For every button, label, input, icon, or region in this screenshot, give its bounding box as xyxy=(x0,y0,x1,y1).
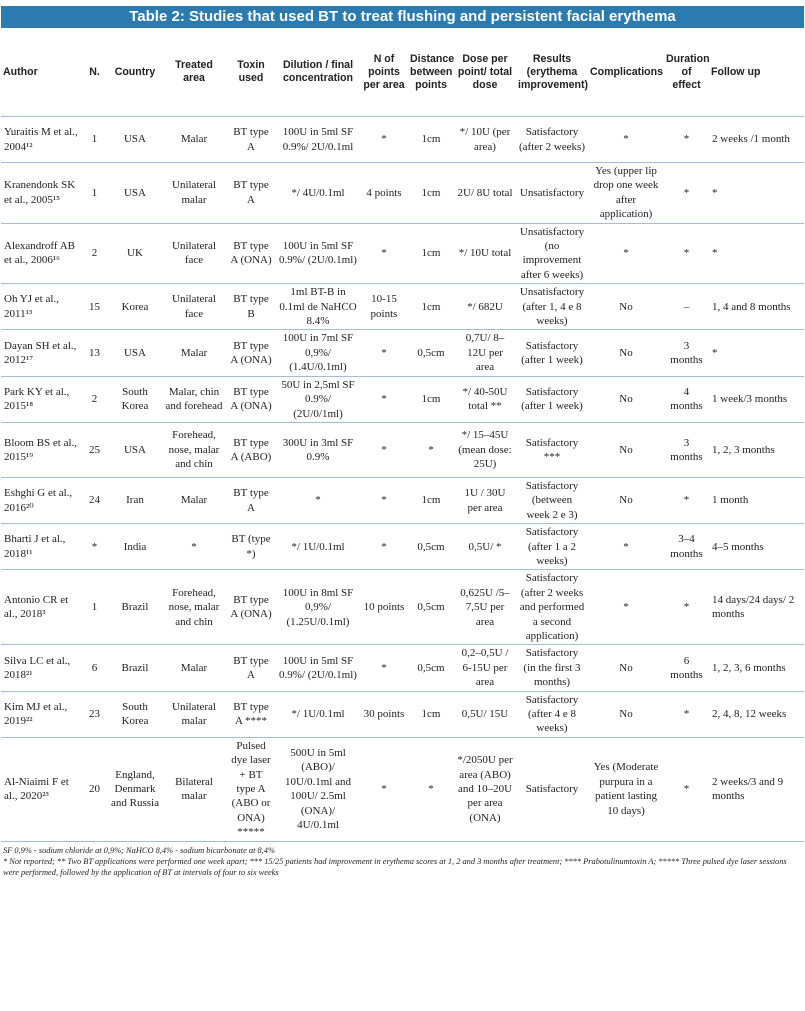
cell-dilution: 50U in 2,5ml SF 0.9%/ (2U/0/1ml) xyxy=(276,376,360,422)
cell-n: 15 xyxy=(81,284,108,330)
cell-toxin: BT type A xyxy=(226,117,276,163)
cell-duration: * xyxy=(664,737,709,841)
cell-n: 25 xyxy=(81,422,108,477)
cell-toxin: BT type A xyxy=(226,645,276,691)
cell-dose: 0,625U /5–7,5U per area xyxy=(454,570,516,645)
cell-results: Satisfactory (after 1 week) xyxy=(516,330,588,376)
table-figure xyxy=(1,6,804,1011)
cell-points: * xyxy=(360,330,408,376)
cell-dilution: 300U in 3ml SF 0.9% xyxy=(276,422,360,477)
cell-complications: Yes (Moderate purpura in a patient lasting 10 days) xyxy=(588,737,664,841)
cell-points: * xyxy=(360,376,408,422)
cell-complications: * xyxy=(588,524,664,570)
cell-results: Satisfactory (in the first 3 months) xyxy=(516,645,588,691)
col-author: Author xyxy=(1,28,81,117)
cell-duration: 3 months xyxy=(664,330,709,376)
cell-country: Iran xyxy=(108,477,162,523)
col-treated-area: Treated area xyxy=(162,28,226,117)
table-title: Table 2: Studies that used BT to treat flushing and persistent facial erythema xyxy=(1,6,804,28)
table-row xyxy=(1,223,804,284)
cell-treated-area: Malar xyxy=(162,330,226,376)
cell-treated-area: Unilateral face xyxy=(162,284,226,330)
cell-country: South Korea xyxy=(108,691,162,737)
cell-distance: 0,5cm xyxy=(408,330,454,376)
cell-dilution: 100U in 8ml SF 0,9%/ (1.25U/0.1ml) xyxy=(276,570,360,645)
cell-toxin: BT type A (ONA) xyxy=(226,330,276,376)
col-results: Results (erythema improvement) xyxy=(516,28,588,117)
footnote-symbols: * Not reported; ** Two BT applications were performed one week apart; *** 15/25 patients had improvement in erythema scores at 1, 2 and 3 months after treatment; **** Prabotulinumtoxin A; ***** Three pulsed dye laser sessions were performed, followed by the application of BT at intervals of four to six weeks xyxy=(3,856,787,877)
col-dose: Dose per point/ total dose xyxy=(454,28,516,117)
cell-toxin: BT type A (ONA) xyxy=(226,376,276,422)
cell-n: 1 xyxy=(81,570,108,645)
table-row xyxy=(1,284,804,330)
col-toxin: Toxin used xyxy=(226,28,276,117)
cell-complications: No xyxy=(588,376,664,422)
cell-points: * xyxy=(360,223,408,284)
cell-results: Satisfactory (after 2 weeks and performed a second application) xyxy=(516,570,588,645)
table-footnotes xyxy=(1,842,804,878)
cell-country: USA xyxy=(108,422,162,477)
cell-distance: 1cm xyxy=(408,691,454,737)
cell-dose: */ 40-50U total ** xyxy=(454,376,516,422)
cell-complications: No xyxy=(588,330,664,376)
cell-points: * xyxy=(360,737,408,841)
cell-toxin: BT type A (ONA) xyxy=(226,570,276,645)
cell-author: Antonio CR et al., 2018³ xyxy=(1,570,81,645)
cell-dose: */ 682U xyxy=(454,284,516,330)
cell-duration: * xyxy=(664,691,709,737)
cell-dilution: * xyxy=(276,477,360,523)
cell-n: 13 xyxy=(81,330,108,376)
cell-dose: 0,2–0,5U / 6-15U per area xyxy=(454,645,516,691)
cell-distance: 1cm xyxy=(408,117,454,163)
cell-distance: 1cm xyxy=(408,477,454,523)
cell-dose: */ 15–45U (mean dose: 25U) xyxy=(454,422,516,477)
col-follow-up: Follow up xyxy=(709,28,804,117)
cell-points: 10-15 points xyxy=(360,284,408,330)
cell-author: Alexandroff AB et al., 2006¹⁶ xyxy=(1,223,81,284)
cell-dose: 2U/ 8U total xyxy=(454,163,516,224)
cell-toxin: BT type A **** xyxy=(226,691,276,737)
cell-points: * xyxy=(360,117,408,163)
cell-distance: * xyxy=(408,422,454,477)
cell-dose: */2050U per area (ABO) and 10–20U per area (ONA) xyxy=(454,737,516,841)
col-country: Country xyxy=(108,28,162,117)
cell-author: Park KY et al., 2015¹⁸ xyxy=(1,376,81,422)
cell-dose: 1U / 30U per area xyxy=(454,477,516,523)
cell-author: Silva LC et al., 2018²¹ xyxy=(1,645,81,691)
cell-distance: 1cm xyxy=(408,376,454,422)
cell-points: 30 points xyxy=(360,691,408,737)
cell-complications: * xyxy=(588,117,664,163)
cell-complications: No xyxy=(588,477,664,523)
cell-toxin: Pulsed dye laser + BT type A (ABO or ONA) ***** xyxy=(226,737,276,841)
cell-follow-up: 2, 4, 8, 12 weeks xyxy=(709,691,804,737)
cell-toxin: BT type A (ABO) xyxy=(226,422,276,477)
cell-follow-up: * xyxy=(709,330,804,376)
cell-distance: 1cm xyxy=(408,163,454,224)
footnote-abbreviations: SF 0,9% - sodium chloride at 0,9%; NaHCO 8,4% - sodium bicarbonate at 8,4% xyxy=(3,845,275,855)
cell-duration: * xyxy=(664,477,709,523)
cell-country: Brazil xyxy=(108,645,162,691)
cell-dilution: 1ml BT-B in 0.1ml de NaHCO 8.4% xyxy=(276,284,360,330)
cell-dilution: 100U in 5ml SF 0.9%/ (2U/0.1ml) xyxy=(276,645,360,691)
cell-treated-area: Unilateral malar xyxy=(162,691,226,737)
cell-author: Oh YJ et al., 2011¹³ xyxy=(1,284,81,330)
cell-author: Eshghi G et al., 2016²⁰ xyxy=(1,477,81,523)
cell-dilution: */ 4U/0.1ml xyxy=(276,163,360,224)
cell-complications: No xyxy=(588,284,664,330)
cell-author: Al-Niaimi F et al., 2020²³ xyxy=(1,737,81,841)
table-body xyxy=(1,117,804,842)
cell-dilution: 100U in 5ml SF 0.9%/ 2U/0.1ml xyxy=(276,117,360,163)
cell-distance: 1cm xyxy=(408,284,454,330)
cell-complications: No xyxy=(588,645,664,691)
header-row xyxy=(1,28,804,117)
cell-n: 20 xyxy=(81,737,108,841)
cell-treated-area: Bilateral malar xyxy=(162,737,226,841)
cell-treated-area: Forehead, nose, malar and chin xyxy=(162,422,226,477)
table-row xyxy=(1,737,804,841)
col-points: N of points per area xyxy=(360,28,408,117)
table-row xyxy=(1,330,804,376)
cell-results: Satisfactory (after 2 weeks) xyxy=(516,117,588,163)
cell-follow-up: * xyxy=(709,163,804,224)
cell-treated-area: Forehead, nose, malar and chin xyxy=(162,570,226,645)
cell-country: USA xyxy=(108,117,162,163)
col-n: N. xyxy=(81,28,108,117)
cell-distance: 0,5cm xyxy=(408,524,454,570)
cell-results: Unsatisfactory (no improvement after 6 weeks) xyxy=(516,223,588,284)
table-row xyxy=(1,376,804,422)
cell-duration: 4 months xyxy=(664,376,709,422)
cell-distance: 0,5cm xyxy=(408,570,454,645)
cell-dose: 0,5U/ 15U xyxy=(454,691,516,737)
cell-dilution: */ 1U/0.1ml xyxy=(276,524,360,570)
cell-n: 23 xyxy=(81,691,108,737)
cell-duration: * xyxy=(664,570,709,645)
cell-n: 24 xyxy=(81,477,108,523)
cell-follow-up: 1 month xyxy=(709,477,804,523)
cell-follow-up: 1, 2, 3 months xyxy=(709,422,804,477)
cell-duration: * xyxy=(664,223,709,284)
cell-complications: * xyxy=(588,570,664,645)
table-row xyxy=(1,691,804,737)
cell-country: Korea xyxy=(108,284,162,330)
cell-author: Kranendonk SK et al., 2005¹⁵ xyxy=(1,163,81,224)
cell-results: Satisfactory (after 1 a 2 weeks) xyxy=(516,524,588,570)
cell-n: 6 xyxy=(81,645,108,691)
cell-follow-up: * xyxy=(709,223,804,284)
cell-country: Brazil xyxy=(108,570,162,645)
table-row xyxy=(1,422,804,477)
cell-dilution: 100U in 7ml SF 0,9%/ (1.4U/0.1ml) xyxy=(276,330,360,376)
cell-n: 1 xyxy=(81,117,108,163)
cell-n: * xyxy=(81,524,108,570)
cell-country: India xyxy=(108,524,162,570)
cell-results: Satisfactory (after 1 week) xyxy=(516,376,588,422)
col-dilution: Dilution / final concentration xyxy=(276,28,360,117)
cell-dose: */ 10U (per area) xyxy=(454,117,516,163)
cell-dilution: */ 1U/0.1ml xyxy=(276,691,360,737)
cell-treated-area: Malar xyxy=(162,645,226,691)
cell-duration: * xyxy=(664,163,709,224)
cell-follow-up: 14 days/24 days/ 2 months xyxy=(709,570,804,645)
cell-n: 2 xyxy=(81,376,108,422)
cell-duration: – xyxy=(664,284,709,330)
cell-follow-up: 1 week/3 months xyxy=(709,376,804,422)
cell-toxin: BT (type *) xyxy=(226,524,276,570)
cell-dose: */ 10U total xyxy=(454,223,516,284)
cell-author: Yuraitis M et al., 2004¹² xyxy=(1,117,81,163)
cell-country: UK xyxy=(108,223,162,284)
cell-follow-up: 4–5 months xyxy=(709,524,804,570)
cell-complications: No xyxy=(588,422,664,477)
cell-toxin: BT type A xyxy=(226,163,276,224)
cell-treated-area: * xyxy=(162,524,226,570)
cell-distance: * xyxy=(408,737,454,841)
studies-table xyxy=(1,28,804,842)
cell-author: Dayan SH et al., 2012¹⁷ xyxy=(1,330,81,376)
cell-results: Satisfactory (between week 2 e 3) xyxy=(516,477,588,523)
cell-points: 4 points xyxy=(360,163,408,224)
cell-treated-area: Unilateral malar xyxy=(162,163,226,224)
table-row xyxy=(1,570,804,645)
col-duration: Duration of effect xyxy=(664,28,709,117)
cell-complications: No xyxy=(588,691,664,737)
cell-treated-area: Malar xyxy=(162,477,226,523)
cell-duration: 3 months xyxy=(664,422,709,477)
cell-points: * xyxy=(360,645,408,691)
cell-country: South Korea xyxy=(108,376,162,422)
cell-follow-up: 2 weeks/3 and 9 months xyxy=(709,737,804,841)
cell-author: Bharti J et al., 2018¹¹ xyxy=(1,524,81,570)
cell-toxin: BT type A (ONA) xyxy=(226,223,276,284)
table-row xyxy=(1,163,804,224)
cell-results: Unsatisfactory (after 1, 4 e 8 weeks) xyxy=(516,284,588,330)
cell-points: * xyxy=(360,422,408,477)
col-complications: Complications xyxy=(588,28,664,117)
cell-duration: 6 months xyxy=(664,645,709,691)
cell-follow-up: 1, 2, 3, 6 months xyxy=(709,645,804,691)
cell-follow-up: 2 weeks /1 month xyxy=(709,117,804,163)
cell-duration: * xyxy=(664,117,709,163)
cell-results: Satisfactory (after 4 e 8 weeks) xyxy=(516,691,588,737)
cell-follow-up: 1, 4 and 8 months xyxy=(709,284,804,330)
cell-author: Bloom BS et al., 2015¹⁹ xyxy=(1,422,81,477)
cell-results: Unsatisfactory xyxy=(516,163,588,224)
cell-dilution: 100U in 5ml SF 0.9%/ (2U/0.1ml) xyxy=(276,223,360,284)
cell-points: 10 points xyxy=(360,570,408,645)
cell-distance: 1cm xyxy=(408,223,454,284)
cell-author: Kim MJ et al., 2019²² xyxy=(1,691,81,737)
cell-toxin: BT type A xyxy=(226,477,276,523)
cell-n: 1 xyxy=(81,163,108,224)
cell-country: England, Denmark and Russia xyxy=(108,737,162,841)
cell-distance: 0,5cm xyxy=(408,645,454,691)
cell-n: 2 xyxy=(81,223,108,284)
table-row xyxy=(1,645,804,691)
cell-points: * xyxy=(360,477,408,523)
col-distance: Distance between points xyxy=(408,28,454,117)
cell-treated-area: Malar, chin and forehead xyxy=(162,376,226,422)
cell-dose: 0,5U/ * xyxy=(454,524,516,570)
cell-treated-area: Unilateral face xyxy=(162,223,226,284)
table-row xyxy=(1,117,804,163)
cell-country: USA xyxy=(108,330,162,376)
cell-complications: * xyxy=(588,223,664,284)
cell-dose: 0,7U/ 8–12U per area xyxy=(454,330,516,376)
cell-points: * xyxy=(360,524,408,570)
cell-treated-area: Malar xyxy=(162,117,226,163)
table-row xyxy=(1,524,804,570)
cell-dilution: 500U in 5ml (ABO)/ 10U/0.1ml and 100U/ 2.5ml (ONA)/ 4U/0.1ml xyxy=(276,737,360,841)
table-row xyxy=(1,477,804,523)
cell-results: Satisfactory *** xyxy=(516,422,588,477)
cell-complications: Yes (upper lip drop one week after application) xyxy=(588,163,664,224)
cell-duration: 3–4 months xyxy=(664,524,709,570)
cell-results: Satisfactory xyxy=(516,737,588,841)
cell-country: USA xyxy=(108,163,162,224)
cell-toxin: BT type B xyxy=(226,284,276,330)
